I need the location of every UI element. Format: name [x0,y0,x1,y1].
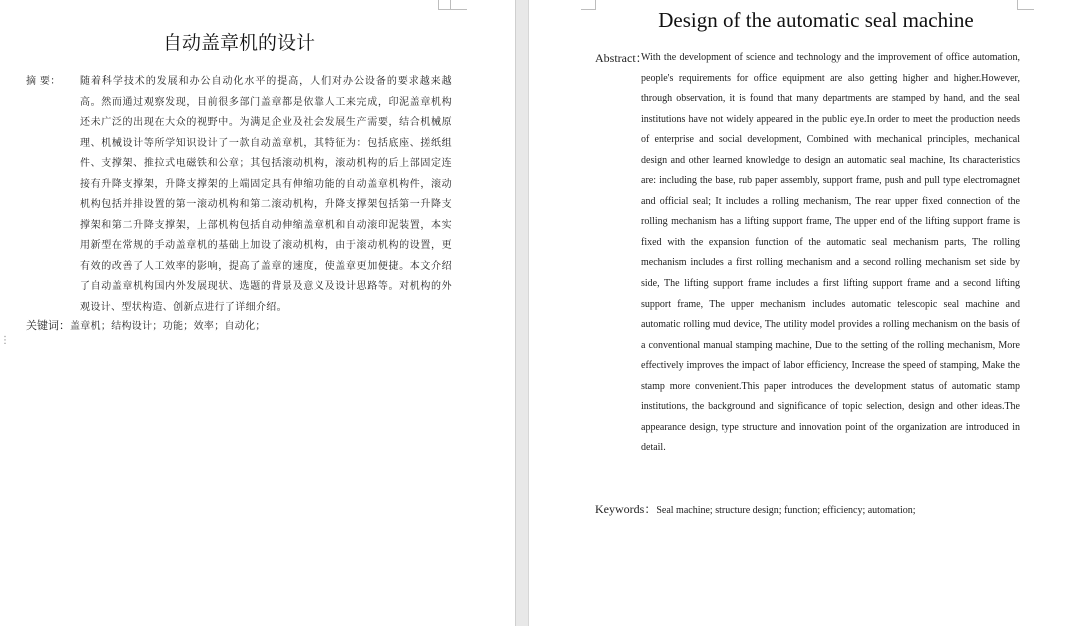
english-abstract-label: Abstract： [595,51,648,65]
chinese-abstract [26,72,452,319]
chinese-abstract-label: 摘 要： [26,76,61,87]
page-gutter [515,0,529,626]
english-keywords-label: Keywords： [595,502,657,516]
chinese-keywords-label: 关键词： [26,319,70,332]
chinese-keywords-text: 盖章机；结构设计；功能；效率；自动化； [70,321,266,332]
chinese-abstract-text: 随着科学技术的发展和办公自动化水平的提高，人们对办公设备的要求越来越高。然而通过观察发现，目前很多部门盖章都是依靠人工来完成，印泥盖章机构还未广泛的出现在大众的视野中。为满足企业及社会发展生产需要，结合机械原理、机械设计等所学知识设计了一款自动盖章机，其特征为：包括底座、搓纸组件、支撑架、推拉式电磁铁和公章；其包括滚动机构，滚动机构的后上部固定连接有升降支撑架，升降支撑架的上端固定具有伸缩功能的自动盖章机构件，滚动机构包括并排设置的第一滚动机构和第二滚动机构，升降支撑架包括第一升降支撑架和第二升降支撑架，上部机构包括自动伸缩盖章机和自动滚印泥装置，本实用新型在常规的手动盖章机的基础上加设了滚动机构，由于滚动机构的设置，更有效的改善了人工效率的影响，提高了盖章的速度，使盖章更加便捷。本文介绍了自动盖章机构国内外发展现状、选题的背景及意义及设计思路等。对机构的外观设计、型状构造、创新点进行了详细介绍。 [80,76,452,314]
chinese-title: 自动盖章机的设计 [162,32,315,54]
crop-mark [450,0,467,10]
left-page [0,0,515,626]
english-keywords [595,499,1025,521]
paragraph-mark-icon: ⋮ [0,335,10,346]
english-abstract [595,48,1020,459]
english-keywords-text: Seal machine; structure design; function; efficiency; automation; [656,505,916,516]
english-title: Design of the automatic seal machine [658,8,974,32]
chinese-keywords [26,316,452,337]
english-abstract-text: With the development of science and technology and the improvement of office automation, people's requirements for office equipment are also getting higher and higher.However, through observation, it is found that many departments are stamped by hand, and the seal institutions have not widely appeared in the public eye.In order to meet the production needs of enterprise and social development, Combined with mechanical principles, mechanical design and other learned knowledge to design an automatic seal machine, Its characteristics are: including the base, rub paper assembly, support frame, push and pull type electromagnet and official seal; It includes a rolling mechanism, The rear upper fixed connection of the rolling mechanism has a lifting support frame, The upper end of the lifting support frame is fixed with the expansion function of the automatic seal mechanism parts, The rolling mechanism includes a first rolling mechanism and a second rolling mechanism set side by side, The lifting support frame includes a first lifting support frame and a second lifting support frame, The upper mechanism includes automatic telescopic seal machine and automatic rolling mud device, The utility model provides a rolling mechanism on the basis of a conventional manual stamping machine, Due to the setting of the rolling mechanism, More effectively improves the impact of labor efficiency, Increase the speed of stamping, Make the stamp more convenient.This paper introduces the development status of automatic stamp institutions, the background and significance of topic selection, design and other ideas.The appearance design, type structure and innovation point of the organization are introduced in detail. [641,52,1020,454]
right-page [529,0,1068,626]
